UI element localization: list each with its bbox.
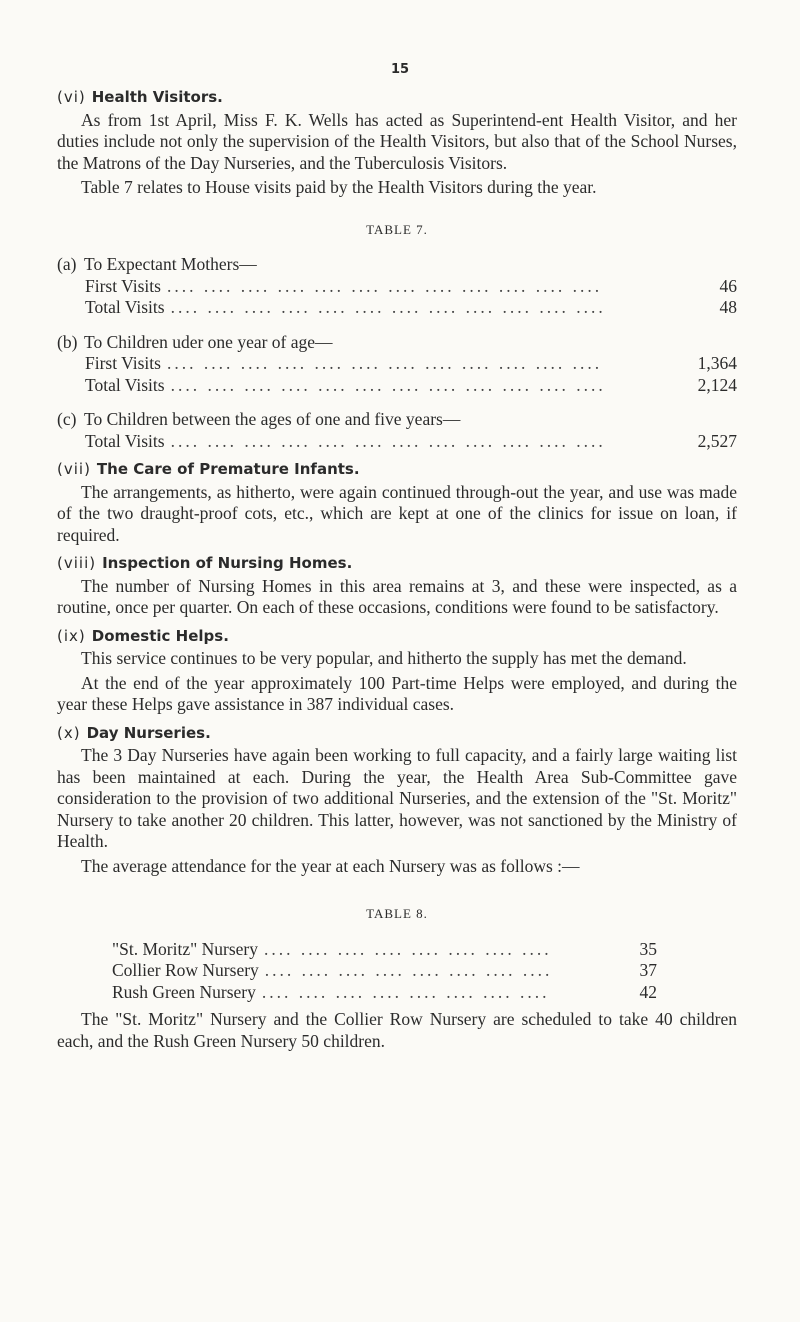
section-heading-health-visitors bbox=[57, 86, 737, 109]
row-value: 42 bbox=[639, 981, 657, 1002]
paragraph: As from 1st April, Miss F. K. Wells has acted as Superintend-ent Health Visitor, and her duties include not only the supervision of the Health Visitors, but also that of the School Nurses, the Matrons of the Day Nurseries, and the Tuberculosis Visitors. bbox=[57, 109, 737, 173]
paragraph: The number of Nursing Homes in this area remains at 3, and these were inspected, as a routine, once per quarter. On each of these occasions, conditions were found to be satisfactory. bbox=[57, 575, 737, 617]
group-label: To Children uder one year of age— bbox=[84, 331, 333, 352]
section-title: Inspection of Nursing Homes. bbox=[102, 554, 353, 572]
paragraph: At the end of the year approximately 100 Part-time Helps were employed, and during the year these Helps gave assistance in 387 individual cases. bbox=[57, 672, 737, 714]
table-row bbox=[85, 431, 737, 453]
row-value: 2,527 bbox=[697, 430, 737, 451]
section-number: (viii) bbox=[57, 554, 97, 572]
table-row bbox=[112, 982, 657, 1004]
group-label: To Children between the ages of one and five years— bbox=[84, 409, 461, 429]
table-row bbox=[85, 353, 737, 375]
section-heading-nursing-homes bbox=[57, 552, 737, 575]
leader-dots: .... .... .... .... .... .... .... .... .... .... .... .... bbox=[170, 430, 606, 451]
row-label: Total Visits bbox=[85, 297, 165, 317]
paragraph: Table 7 relates to House visits paid by the Health Visitors during the year. bbox=[81, 177, 597, 197]
row-value: 46 bbox=[719, 275, 737, 296]
paragraph: The arrangements, as hitherto, were again continued through-out the year, and use was made of the two draught-proof cots, etc., which are kept at one of the clinics for issue on loan, if required. bbox=[57, 481, 737, 545]
leader-dots: .... .... .... .... .... .... .... .... .... .... .... .... bbox=[170, 297, 606, 317]
section-heading-domestic-helps bbox=[57, 625, 737, 648]
row-value: 2,124 bbox=[697, 374, 737, 395]
table-7-title: TABLE 7. bbox=[366, 221, 428, 237]
table-row bbox=[85, 375, 737, 397]
section-title: The Care of Premature Infants. bbox=[96, 460, 360, 478]
section-heading-premature-infants bbox=[57, 458, 737, 481]
leader-dots: .... .... .... .... .... .... .... .... .... .... .... .... bbox=[166, 275, 603, 296]
paragraph: The 3 Day Nurseries have again been working to full capacity, and a fairly large waiting list has been maintained at each. During the year, the Health Area Sub-Committee gave consideration to the provision of two additional Nurseries, and the extension of the "St. Moritz" Nursery to take another 20 children. This latter, however, was not sanctioned by the Ministry of Health. bbox=[57, 745, 737, 851]
paragraph: This service continues to be very popular, and hitherto the supply has met the demand. bbox=[81, 648, 687, 668]
table-row bbox=[85, 276, 737, 298]
group-label: To Expectant Mothers— bbox=[84, 254, 257, 274]
leader-dots: .... .... .... .... .... .... .... .... .... .... .... .... bbox=[170, 374, 606, 395]
table-row bbox=[112, 939, 657, 961]
section-number: (vi) bbox=[57, 88, 86, 106]
section-title: Day Nurseries. bbox=[86, 723, 211, 742]
row-label: Collier Row Nursery bbox=[112, 960, 259, 980]
row-label: "St. Moritz" Nursery bbox=[112, 938, 259, 959]
section-number: (x) bbox=[57, 723, 81, 742]
table-7-group-a bbox=[57, 254, 737, 276]
paragraph: The "St. Moritz" Nursery and the Collier Row Nursery are scheduled to take 40 children each, and the Rush Green Nursery 50 children. bbox=[57, 1009, 737, 1051]
row-value: 35 bbox=[639, 938, 657, 959]
table-7-group-c bbox=[57, 409, 737, 431]
document-body bbox=[57, 86, 737, 1055]
section-title: Domestic Helps. bbox=[91, 626, 229, 645]
leader-dots: .... .... .... .... .... .... .... .... .... .... .... .... bbox=[166, 353, 603, 373]
section-number: (vii) bbox=[57, 460, 91, 478]
group-number: (a) bbox=[57, 254, 77, 274]
paragraph: The average attendance for the year at each Nursery was as follows :— bbox=[81, 855, 580, 876]
table-7-group-b bbox=[57, 332, 737, 354]
table-8-title: TABLE 8. bbox=[366, 906, 428, 921]
leader-dots: .... .... .... .... .... .... .... .... bbox=[264, 960, 553, 980]
section-number: (ix) bbox=[57, 626, 86, 645]
row-label: Total Visits bbox=[85, 430, 165, 451]
leader-dots: .... .... .... .... .... .... .... .... bbox=[264, 938, 552, 959]
group-number: (c) bbox=[57, 409, 77, 429]
section-title: Health Visitors. bbox=[91, 88, 223, 106]
row-label: Rush Green Nursery bbox=[112, 981, 256, 1002]
group-number: (b) bbox=[57, 331, 78, 352]
page-number: 15 bbox=[390, 62, 410, 77]
section-heading-day-nurseries bbox=[57, 722, 737, 745]
row-value: 37 bbox=[639, 960, 657, 980]
row-label: First Visits bbox=[85, 353, 161, 373]
row-label: Total Visits bbox=[85, 374, 165, 395]
row-value: 1,364 bbox=[697, 353, 737, 373]
table-row bbox=[85, 297, 737, 319]
table-7 bbox=[57, 254, 737, 452]
leader-dots: .... .... .... .... .... .... .... .... bbox=[261, 981, 550, 1002]
row-value: 48 bbox=[719, 297, 737, 317]
table-row bbox=[112, 960, 657, 982]
row-label: First Visits bbox=[85, 275, 161, 296]
table-8 bbox=[57, 939, 737, 1004]
